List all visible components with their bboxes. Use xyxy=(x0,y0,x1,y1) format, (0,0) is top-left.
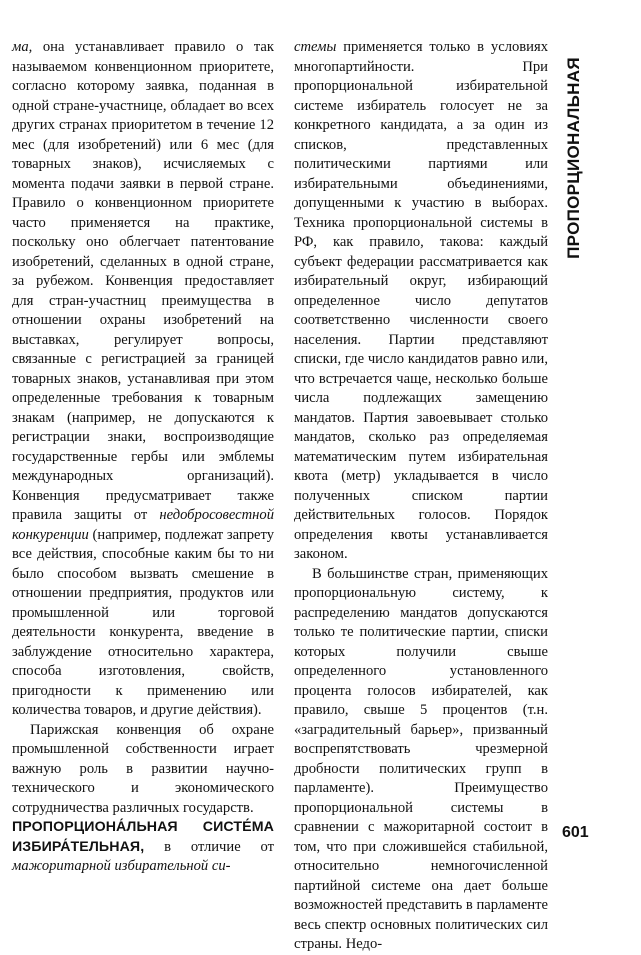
paragraph-text: (например, подлежат запрету все действия, способные каким бы то ни было способом вызвать смешение в отношении предприятия, продуктов или промышленной или торговой деятельности конкурента, введение в заблуждение относительно характера, способа изготовления, свойств, пригодности к применению или количества товаров, и другие действия). xyxy=(12,526,274,718)
paragraph-proportional-technique xyxy=(294,38,548,565)
running-head-text: ПРОПОРЦИОНАЛЬНАЯ xyxy=(564,57,583,259)
term-majoritarian-system: мажоритарной избирательной си- xyxy=(12,858,231,874)
lead-italic-fragment: стемы xyxy=(294,39,337,55)
running-head xyxy=(560,38,588,278)
paragraph-convention-role: Парижская конвенция об охране промышленной собственности играет важную роль в развитии научно-технического и экономического сотрудничества различных государств. xyxy=(12,721,274,816)
left-column xyxy=(12,38,274,877)
paragraph-barrier: В большинстве стран, применяющих пропорциональную систему, к распределению мандатов допускаются только те политические партии, списки которых получили свыше определенного установленного процента голосов избирателей, как правило, свыше 5 процентов (т.н. «заградительный барьер», призванный воспрепятствовать чрезмерной дробности политических групп в парламенте). Преимущество пропорциональной системы в сравнении с мажоритарной состоит в том, что при сложившейся стабильной, относительно немногочисленной партийной системе она дает больше возможностей представить в парламенте весь спектр основных политических сил страны. Недо- xyxy=(294,565,548,952)
right-column xyxy=(294,38,548,955)
paragraph-text: в отличие от xyxy=(144,838,274,855)
lead-italic-fragment: ма, xyxy=(12,39,33,55)
paragraph-text: она устанавливает правило о так называемом конвенционном приоритете, согласно которому заявка, поданная в одной стране-участнице, обладает во всех других странах приоритетом в течение 12 мес (для изобретений) или 6 мес (для товарных знаков), исчисляемых с момента подачи заявки в первой стране. Правило о конвенционном приоритете часто применяется на практике, поскольку оно облегчает патентование изобретений, сделанных в одной стране, за рубежом. Конвенция предоставляет для стран-участниц преимущества в отношении охраны изобретений на выставках, регулирует вопросы, связанные с регистрацией за границей товарных знаков, устанавливая при этом определенные требования к товарным знакам (например, не допускаются к регистрации знаки, воспроизводящие государственные гербы или эмблемы международных организаций). Конвенция предусматривает также правила защиты от xyxy=(12,39,274,523)
paragraph-paris-convention-continued xyxy=(12,38,274,721)
entry-proportional-system xyxy=(12,818,274,877)
term-unfair-competition: недобросовестной конкуренции xyxy=(12,507,274,543)
page-number: 601 xyxy=(562,824,589,841)
paragraph-text: применяется только в условиях многопартийности. При пропорциональной избирательной системе избиратель голосует не за конкретного кандидата, а за один из списков, представленных политическими партиями или избирательными объединениями, допущенными к участию в выборах. Техника пропорциональной системы в РФ, как правило, такова: каждый субъект федерации рассматривается как избирательный округ, избирающий определенное число депутатов соответственно численности своего населения. Партии представляют списки, где число кандидатов равно или, что встречается чаще, несколько больше числа подлежащих замещению мандатов. Партия завоевывает столько мандатов, сколько раз определяемая математическим путем избирательная квота (метр) укладывается в число полученных списком партии действительных голосов. Порядок определения квоты устанавливается законом. xyxy=(294,39,548,562)
entry-heading: ПРОПОРЦИОНА́ЛЬНАЯ СИСТЕ́МА ИЗБИРА́ТЕЛЬНАЯ, xyxy=(12,819,274,855)
